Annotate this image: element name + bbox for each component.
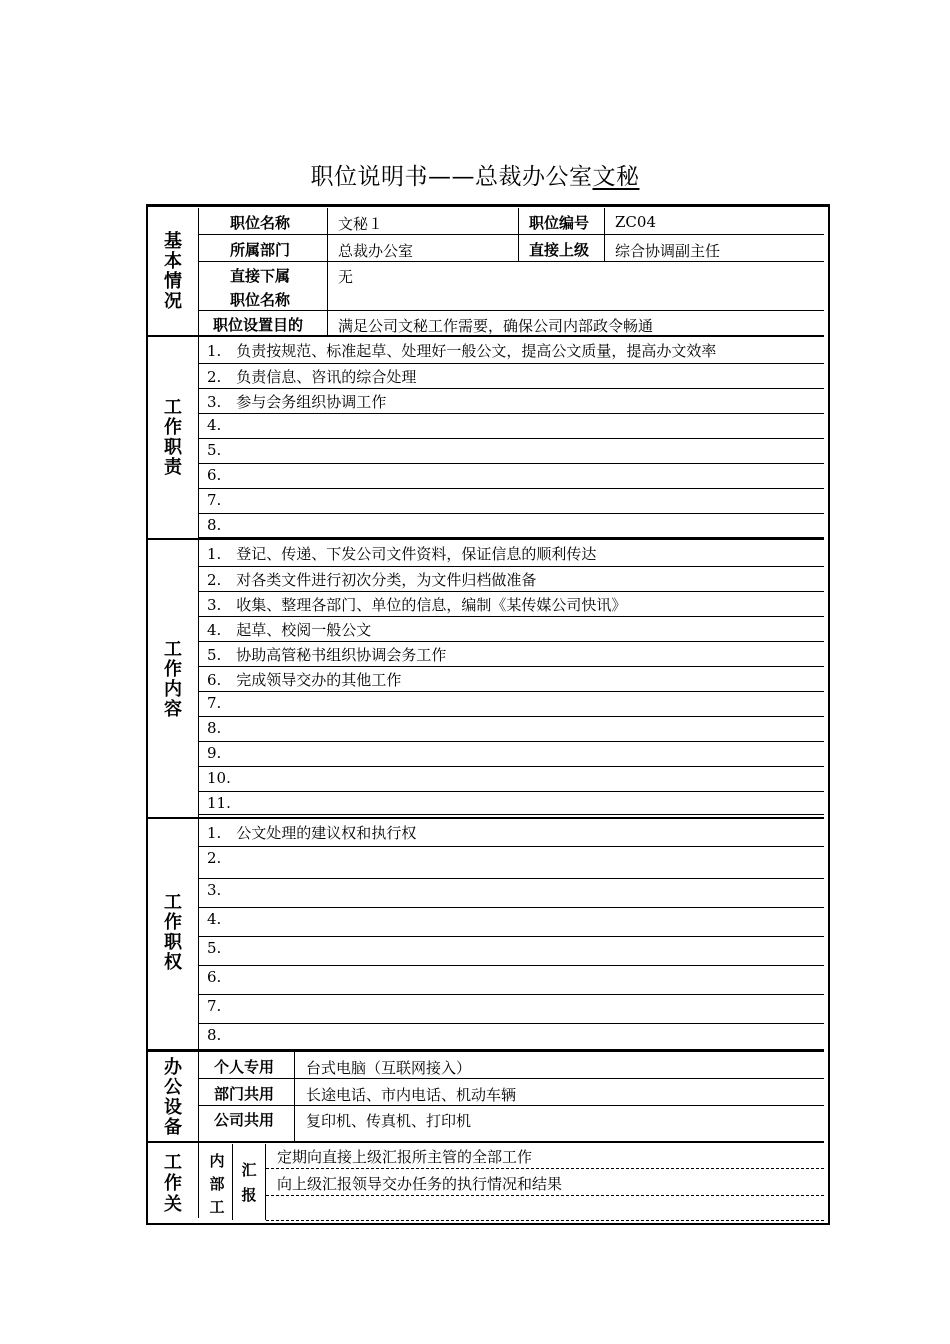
pos-name-value: 文秘１: [338, 215, 384, 233]
dept-label: 所属部门: [230, 241, 291, 259]
pos-name-label: 职位名称: [230, 214, 291, 232]
list-item: 6.: [207, 466, 222, 484]
list-item: 3.: [207, 881, 222, 899]
subordinate-value: 无: [338, 268, 354, 286]
list-item: 8.: [207, 1026, 222, 1044]
pos-code-value: ZC04: [615, 213, 656, 231]
list-item: 5. 协助高管秘书组织协调会务工作: [207, 646, 447, 664]
equipment-label-company: 公司共用: [214, 1111, 275, 1129]
list-item: 6.: [207, 968, 222, 986]
list-item: 7.: [207, 997, 222, 1015]
section-label-basic: 基 本 情 况: [164, 231, 182, 312]
pos-code-label: 职位编号: [529, 214, 590, 232]
equipment-value-dept: 长途电话、市内电话、机动车辆: [306, 1086, 517, 1104]
list-item: 4.: [207, 910, 222, 928]
relation-item: 向上级汇报领导交办任务的执行情况和结果: [277, 1175, 563, 1193]
list-item: 10.: [207, 769, 231, 787]
list-item: 1. 负责按规范、标准起草、处理好一般公文，提高公文质量，提高办文效率: [207, 342, 717, 360]
list-item: 7.: [207, 694, 222, 712]
section-label-relations: 工 作 关: [164, 1152, 182, 1215]
section-label-equipment: 办 公 设 备: [164, 1057, 182, 1138]
section-label-content: 工 作 内 容: [164, 639, 182, 720]
list-item: 5.: [207, 441, 222, 459]
relation-item: 定期向直接上级汇报所主管的全部工作: [277, 1148, 533, 1166]
list-item: 5.: [207, 939, 222, 957]
page-title: 职位说明书——总裁办公室文秘: [310, 164, 640, 190]
list-item: 2. 负责信息、咨讯的综合处理: [207, 368, 417, 386]
subordinate-label-1: 直接下属: [230, 267, 291, 285]
list-item: 4. 起草、校阅一般公文: [207, 621, 372, 639]
list-item: 4.: [207, 416, 222, 434]
list-item: 8.: [207, 516, 222, 534]
superior-label: 直接上级: [529, 241, 590, 259]
equipment-value-company: 复印机、传真机、打印机: [306, 1112, 472, 1130]
list-item: 6. 完成领导交办的其他工作: [207, 671, 402, 689]
equipment-label-dept: 部门共用: [214, 1085, 275, 1103]
list-item: 1. 登记、传递、下发公司文件资料，保证信息的顺利传达: [207, 545, 597, 563]
list-item: 2.: [207, 849, 222, 867]
list-item: 7.: [207, 491, 222, 509]
relations-sub-report: 汇 报: [241, 1161, 257, 1204]
list-item: 11.: [207, 794, 231, 812]
purpose-value: 满足公司文秘工作需要，确保公司内部政令畅通: [338, 317, 654, 335]
relations-sub-internal: 内 部 工: [209, 1152, 225, 1216]
list-item: 3. 收集、整理各部门、单位的信息，编制《某传媒公司快讯》: [207, 596, 627, 614]
subordinate-label-2: 职位名称: [230, 291, 291, 309]
list-item: 8.: [207, 719, 222, 737]
equipment-value-personal: 台式电脑（互联网接入）: [306, 1059, 472, 1077]
equipment-label-personal: 个人专用: [214, 1058, 275, 1076]
section-label-duties: 工 作 职 责: [164, 397, 182, 478]
purpose-label: 职位设置目的: [213, 316, 304, 334]
list-item: 1. 公文处理的建议权和执行权: [207, 824, 417, 842]
list-item: 9.: [207, 744, 222, 762]
superior-value: 综合协调副主任: [615, 242, 721, 260]
list-item: 3. 参与会务组织协调工作: [207, 393, 387, 411]
section-label-authority: 工 作 职 权: [164, 892, 182, 973]
list-item: 2. 对各类文件进行初次分类，为文件归档做准备: [207, 571, 537, 589]
dept-value: 总裁办公室: [338, 242, 414, 260]
